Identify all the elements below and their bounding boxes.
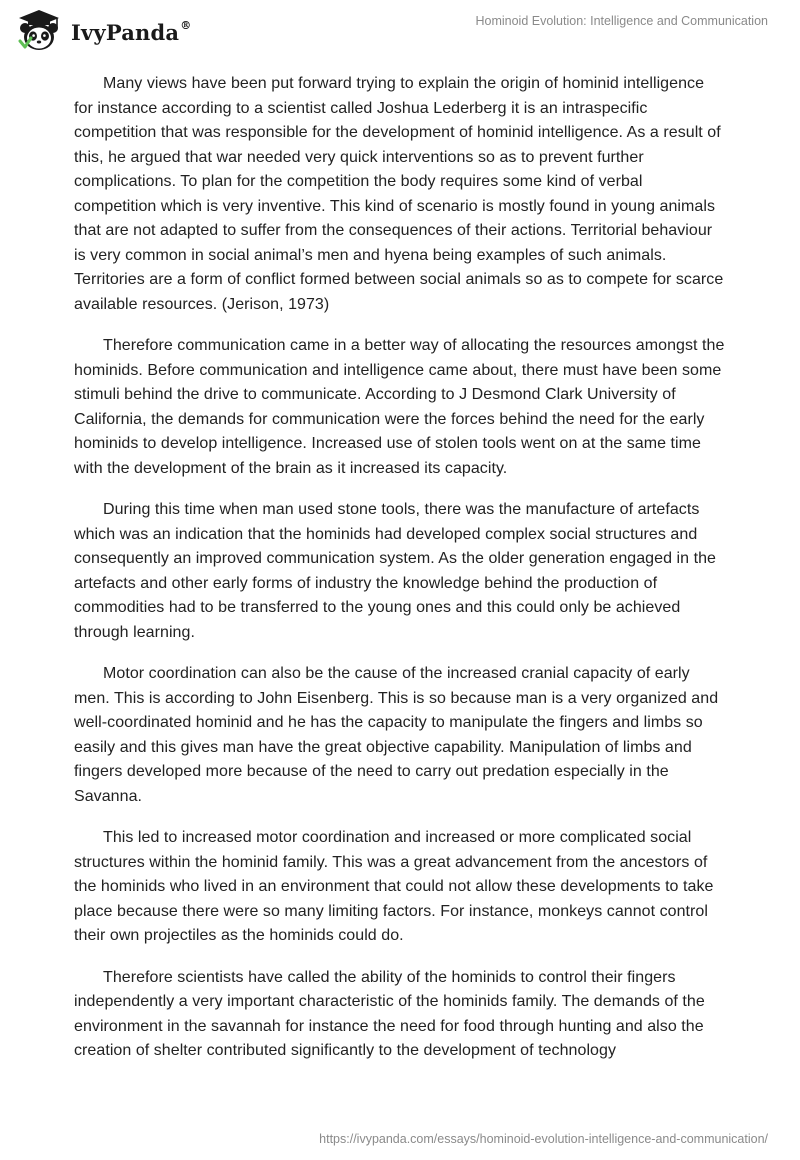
document-title: Hominoid Evolution: Intelligence and Communication	[475, 14, 768, 28]
brand-name: IvyPanda®	[71, 18, 192, 45]
source-url-link[interactable]: https://ivypanda.com/essays/hominoid-evolution-intelligence-and-communication/	[319, 1132, 768, 1146]
paragraph: This led to increased motor coordination and increased or more complicated social structures within the hominid family. This was a great advancement from the ancestors of the hominids who lived in an environment that could not allow these developments to take place because there were so many limiting factors. For instance, monkeys cannot control their own projectiles as the hominids could do.	[74, 829, 714, 944]
brand-logo[interactable]	[16, 8, 191, 54]
paragraph: During this time when man used stone tools, there was the manufacture of artefacts which was an indication that the hominids had developed complex social structures and consequently an improved communication system. As the older generation engaged in the artefacts and other early forms of industry the knowledge behind the production of commodities had to be transferred to the young ones and this could only be achieved through learning.	[74, 501, 716, 641]
registered-mark: ®	[180, 18, 192, 32]
paragraph: Motor coordination can also be the cause of the increased cranial capacity of early men. This is according to John Eisenberg. This is so because man is a very organized and well-coordinated hominid and he has the capacity to manipulate the fingers and limbs so easily and this gives man have the great objective capability. Manipulation of limbs and fingers developed more because of the need to carry out predation especially in the Savanna.	[74, 665, 719, 805]
page-header	[0, 0, 800, 60]
paragraph: Therefore communication came in a better way of allocating the resources amongst the hominids. Before communication and intelligence came about, there must have been some stimuli behind the drive to communicate. According to J Desmond Clark University of California, the demands for communication were the forces behind the need for the early hominids to develop intelligence. Increased use of stolen tools went on at the same time with the development of the brain as it increased its capacity.	[74, 337, 725, 477]
paragraph: Therefore scientists have called the ability of the hominids to control their fingers independently a very important characteristic of the hominids family. The demands of the environment in the savannah for instance the need for food through hunting and also the creation of shelter contributed significantly to the development of technology	[74, 968, 705, 1059]
paragraph: Many views have been put forward trying to explain the origin of hominid intelligence for instance according to a scientist called Joshua Lederberg it is an intraspecific competition that was responsible for the development of hominid intelligence. As a result of this, he argued that war needed very quick interventions so as to prevent further complications. To plan for the competition the body requires some kind of verbal competition which is very inventive. This kind of scenario is mostly found in young animals that are not adapted to suffer from the consequences of their actions. Territorial behaviour is very common in social animal’s men and hyena being examples of such animals. Territories are a form of conflict formed between social animals so as to compete for scarce available resources. (Jerison, 1973)	[74, 75, 724, 313]
panda-graduate-icon	[16, 8, 62, 54]
essay-body	[74, 72, 726, 1081]
